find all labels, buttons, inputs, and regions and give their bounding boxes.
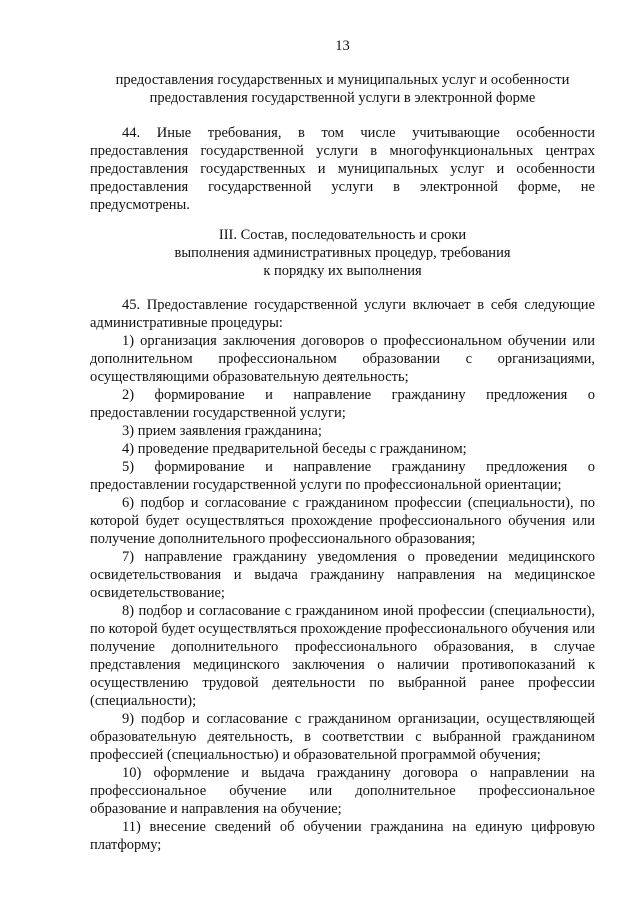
list-item: 1) организация заключения договоров о профессиональном обучении или дополнительном профессиональном образовании с организациями, осуществляющими образовательную деятельность; xyxy=(90,333,595,385)
list-item: 6) подбор и согласование с гражданином профессии (специальности), по которой будет осуществляться прохождение профессионального обучения или получение дополнительного профессионального образования; xyxy=(90,495,595,547)
list-item: 9) подбор и согласование с гражданином организации, осуществляющей образовательную деятельность, в соответствии с выбранной гражданином профессией (специальностью) и образовательной программой обучения; xyxy=(90,711,595,763)
heading-top-line-1: предоставления государственных и муниципальных услуг и особенности xyxy=(115,72,570,88)
list-item: 2) формирование и направление гражданину предложения о предоставлении государственной услуги; xyxy=(90,387,595,421)
heading-top xyxy=(90,71,595,107)
list-item: 7) направление гражданину уведомления о проведении медицинского освидетельствования и выдача гражданину направления на медицинское освидетельствование; xyxy=(90,549,595,601)
list-item: 3) прием заявления гражданина; xyxy=(122,423,322,439)
section-heading-line-3: к порядку их выполнения xyxy=(263,263,422,279)
paragraph-44: 44. Иные требования, в том числе учитывающие особенности предоставления государственной услуги в многофункциональных центрах предоставления государственных и муниципальных услуг и особенности предоставления государственной услуги в электронной форме, не предусмотрены. xyxy=(90,125,595,213)
list-item: 4) проведение предварительной беседы с гражданином; xyxy=(122,441,467,457)
heading-top-line-2: предоставления государственной услуги в электронной форме xyxy=(149,90,536,106)
paragraph-45: 45. Предоставление государственной услуги включает в себя следующие административные процедуры: xyxy=(90,297,595,331)
list-item: 5) формирование и направление гражданину предложения о предоставлении государственной услуги по профессиональной ориентации; xyxy=(90,459,595,493)
list-item: 8) подбор и согласование с гражданином иной профессии (специальности), по которой будет осуществляться прохождение профессионального обучения или получение дополнительного профессионального образования, в случае представления медицинского заключения о наличии противопоказаний к осуществлению трудовой деятельности по выбранной ранее профессии (специальности); xyxy=(90,603,595,709)
section-heading-line-1: III. Состав, последовательность и сроки xyxy=(218,227,467,243)
procedures-list xyxy=(90,296,595,854)
list-item: 10) оформление и выдача гражданину договора о направлении на профессиональное обучение или дополнительное профессиональное образование и направления на обучение; xyxy=(90,765,595,817)
list-item: 11) внесение сведений об обучении гражданина на единую цифровую платформу; xyxy=(90,819,595,853)
section-heading xyxy=(90,226,595,280)
page-number: 13 xyxy=(335,38,350,54)
section-heading-line-2: выполнения административных процедур, требования xyxy=(174,245,511,261)
